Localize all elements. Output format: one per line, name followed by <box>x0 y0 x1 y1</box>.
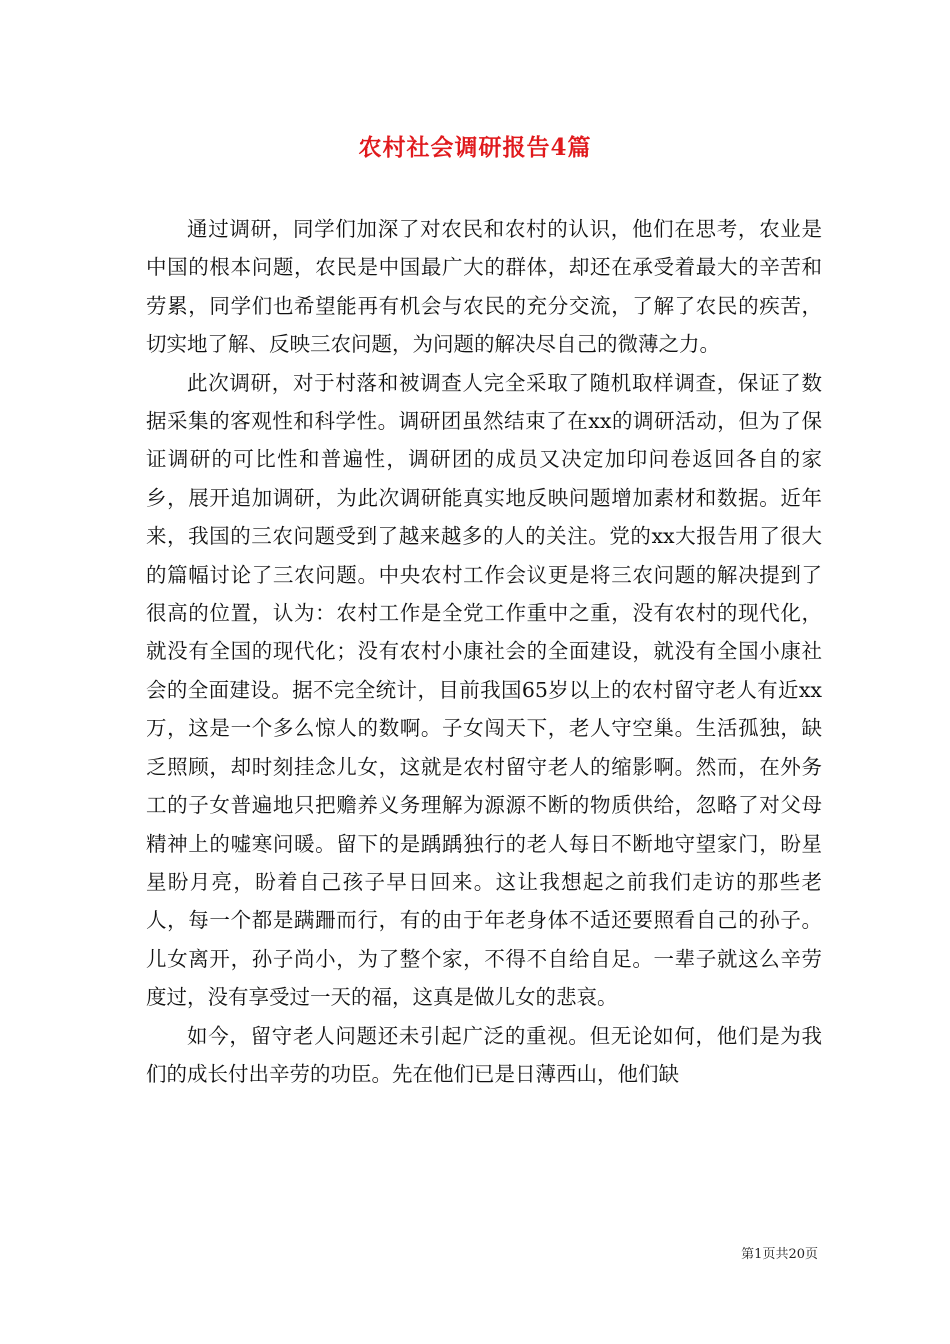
document-title: 农村社会调研报告4篇 <box>358 134 592 161</box>
paragraph-3: 如今，留守老人问题还未引起广泛的重视。但无论如何，他们是为我们的成长付出辛劳的功臣。先在他们已是日薄西山，他们缺 <box>146 1023 822 1086</box>
document-body <box>146 210 822 1093</box>
paragraph-2: 此次调研，对于村落和被调查人完全采取了随机取样调查，保证了数据采集的客观性和科学性。调研团虽然结束了在xx的调研活动，但为了保证调研的可比性和普遍性，调研团的成员又决定加印问卷返回各自的家乡，展开追加调研，为此次调研能真实地反映问题增加素材和数据。近年来，我国的三农问题受到了越来越多的人的关注。党的xx大报告用了很大的篇幅讨论了三农问题。中央农村工作会议更是将三农问题的解决提到了很高的位置，认为：农村工作是全党工作重中之重，没有农村的现代化，就没有全国的现代化；没有农村小康社会的全面建设，就没有全国小康社会的全面建设。据不完全统计，目前我国65岁以上的农村留守老人有近xx万，这是一个多么惊人的数啊。子女闯天下，老人守空巢。生活孤独，缺乏照顾，却时刻挂念儿女，这就是农村留守老人的缩影啊。然而，在外务工的子女普遍地只把赡养义务理解为源源不断的物质供给，忽略了对父母精神上的嘘寒问暖。留下的是踽踽独行的老人每日不断地守望家门，盼星星盼月亮，盼着自己孩子早日回来。这让我想起之前我们走访的那些老人，每一个都是蹒跚而行，有的由于年老身体不适还要照看自己的孙子。儿女离开，孙子尚小，为了整个家，不得不自给自足。一辈子就这么辛劳度过，没有享受过一天的福，这真是做儿女的悲哀。 <box>146 370 822 1010</box>
paragraph-1: 通过调研，同学们加深了对农民和农村的认识，他们在思考，农业是中国的根本问题，农民是中国最广大的群体，却还在承受着最大的辛苦和劳累，同学们也希望能再有机会与农民的充分交流，了解了农民的疾苦，切实地了解、反映三农问题，为问题的解决尽自己的微薄之力。 <box>146 217 822 357</box>
page-number-footer: 第1页共20页 <box>741 1247 818 1262</box>
